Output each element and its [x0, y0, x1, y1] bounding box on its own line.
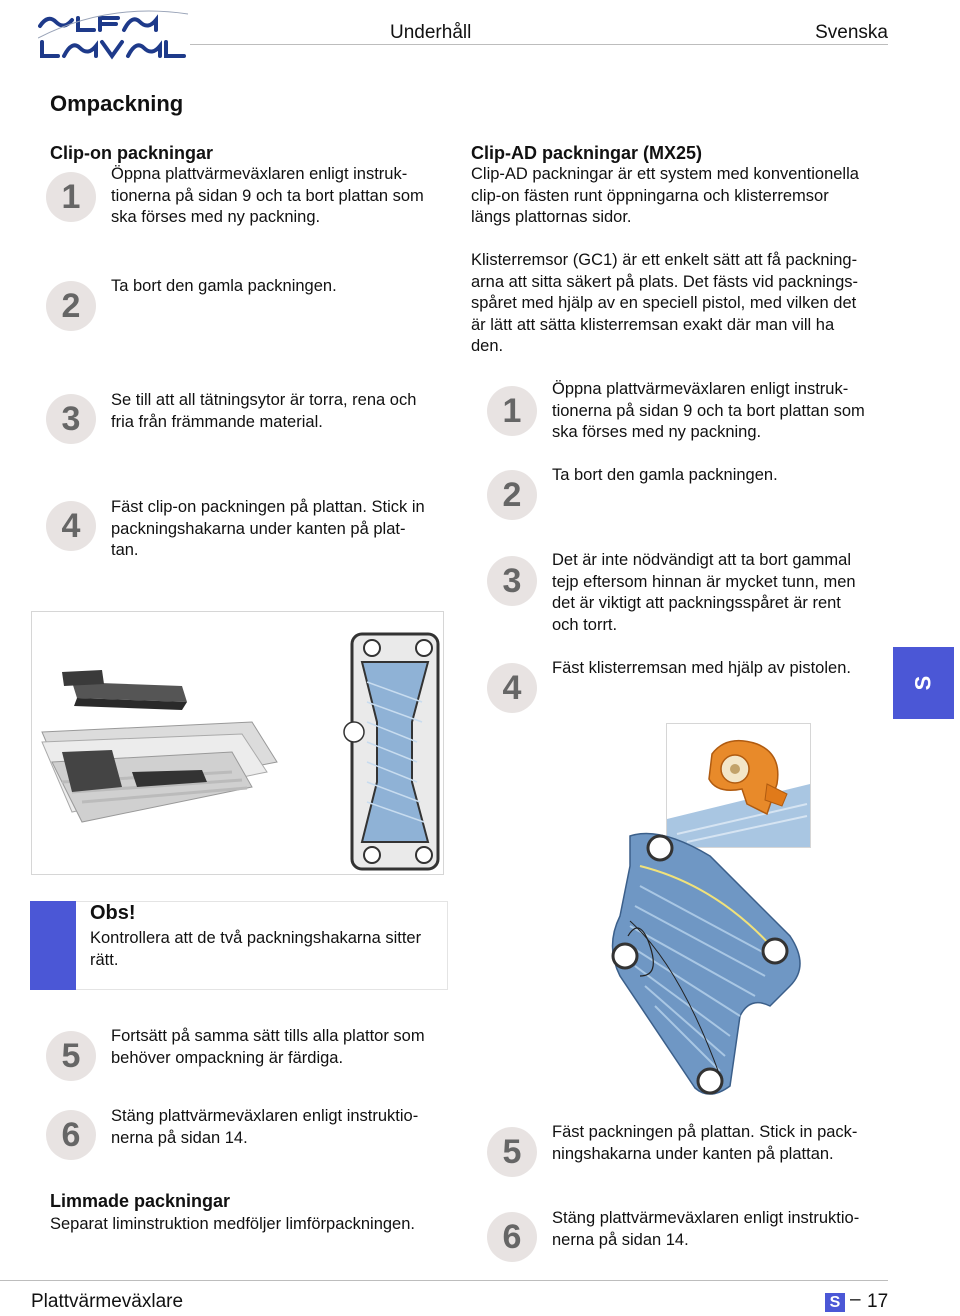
step-text: Stäng plattvärmeväxlaren enligt instruktio- nerna på sidan 14.: [552, 1209, 860, 1249]
step-number: 2: [46, 281, 96, 331]
step-text: Stäng plattvärmeväxlaren enligt instruktio- nerna på sidan 14.: [111, 1107, 419, 1147]
footer-title: Plattvärmeväxlare: [31, 1291, 184, 1312]
header-divider: [190, 44, 888, 45]
step-number: 5: [46, 1031, 96, 1081]
step-number: 3: [46, 394, 96, 444]
header-section: Underhåll: [390, 22, 472, 43]
step-text: Det är inte nödvändigt att ta bort gammal tejp eftersom hinnan är mycket tunn, men det är viktigt att packningsspåret är rent och torrt.: [552, 551, 856, 634]
brand-logo: [38, 8, 190, 64]
footer-dash: –: [850, 1289, 861, 1310]
note-title: Obs!: [90, 902, 136, 924]
gasket-stack-illustration: [42, 670, 277, 822]
page-number: 17: [867, 1291, 889, 1312]
step-text: Fäst clip-on packningen på plattan. Stick in packningshakarna under kanten på plat- tan.: [111, 498, 425, 559]
step-text: Öppna plattvärmeväxlaren enligt instruk- tionerna på sidan 9 och ta bort plattan som ska förses med ny packning.: [552, 380, 865, 441]
clip-on-gasket-figure: [31, 611, 444, 875]
glued-heading: Limmade packningar: [50, 1191, 231, 1211]
plate-with-gasket-illustration: [344, 634, 438, 869]
clip-ad-plate-illustration: [600, 826, 810, 1100]
page-title: Ompackning: [50, 91, 184, 116]
step-number: 4: [487, 663, 537, 713]
step-text: Ta bort den gamla packningen.: [552, 466, 778, 484]
step-number: 3: [487, 556, 537, 606]
step-number: 6: [487, 1212, 537, 1262]
step-text: Fäst packningen på plattan. Stick in pack- ningshakarna under kanten på plattan.: [552, 1123, 858, 1163]
header-language: Svenska: [815, 22, 888, 43]
tape-gun-icon: [709, 741, 787, 814]
clip-ad-heading: Clip-AD packningar (MX25): [471, 143, 703, 163]
step-number: 1: [46, 172, 96, 222]
step-number: 6: [46, 1110, 96, 1160]
footer-divider: [0, 1280, 888, 1281]
clip-ad-intro: Clip-AD packningar är ett system med konventionella clip-on fästen runt öppningarna och klisterremsor längs plattornas sidor.: [471, 165, 859, 226]
clip-ad-paragraph: Klisterremsor (GC1) är ett enkelt sätt att få packning- arna att sitta säkert på plats. Det fästs vid packnings- spåret med hjälp av en speciell pistol, med vilken det är lätt att sätta klisterremsan exakt där man vill ha den.: [471, 251, 859, 355]
step-text: Ta bort den gamla packningen.: [111, 277, 337, 295]
step-number: 2: [487, 470, 537, 520]
glued-text: Separat liminstruktion medföljer limförpackningen.: [50, 1215, 415, 1233]
step-text: Se till att all tätningsytor är torra, rena och fria från främmande material.: [111, 391, 417, 431]
step-text: Öppna plattvärmeväxlaren enligt instruk- tionerna på sidan 9 och ta bort plattan som ska förses med ny packning.: [111, 165, 424, 226]
footer-language-badge: S: [825, 1293, 845, 1312]
step-text: Fäst klisterremsan med hjälp av pistolen.: [552, 659, 851, 677]
step-number: 4: [46, 501, 96, 551]
step-number: 5: [487, 1127, 537, 1177]
clip-on-heading: Clip-on packningar: [50, 143, 214, 163]
step-number: 1: [487, 386, 537, 436]
note-box: [76, 901, 448, 990]
language-side-tab: S: [893, 647, 954, 719]
note-text: Kontrollera att de två packningshakarna sitter rätt.: [90, 929, 422, 969]
note-accent-bar: [30, 901, 76, 990]
step-text: Fortsätt på samma sätt tills alla plattor som behöver ompackning är färdiga.: [111, 1027, 425, 1067]
